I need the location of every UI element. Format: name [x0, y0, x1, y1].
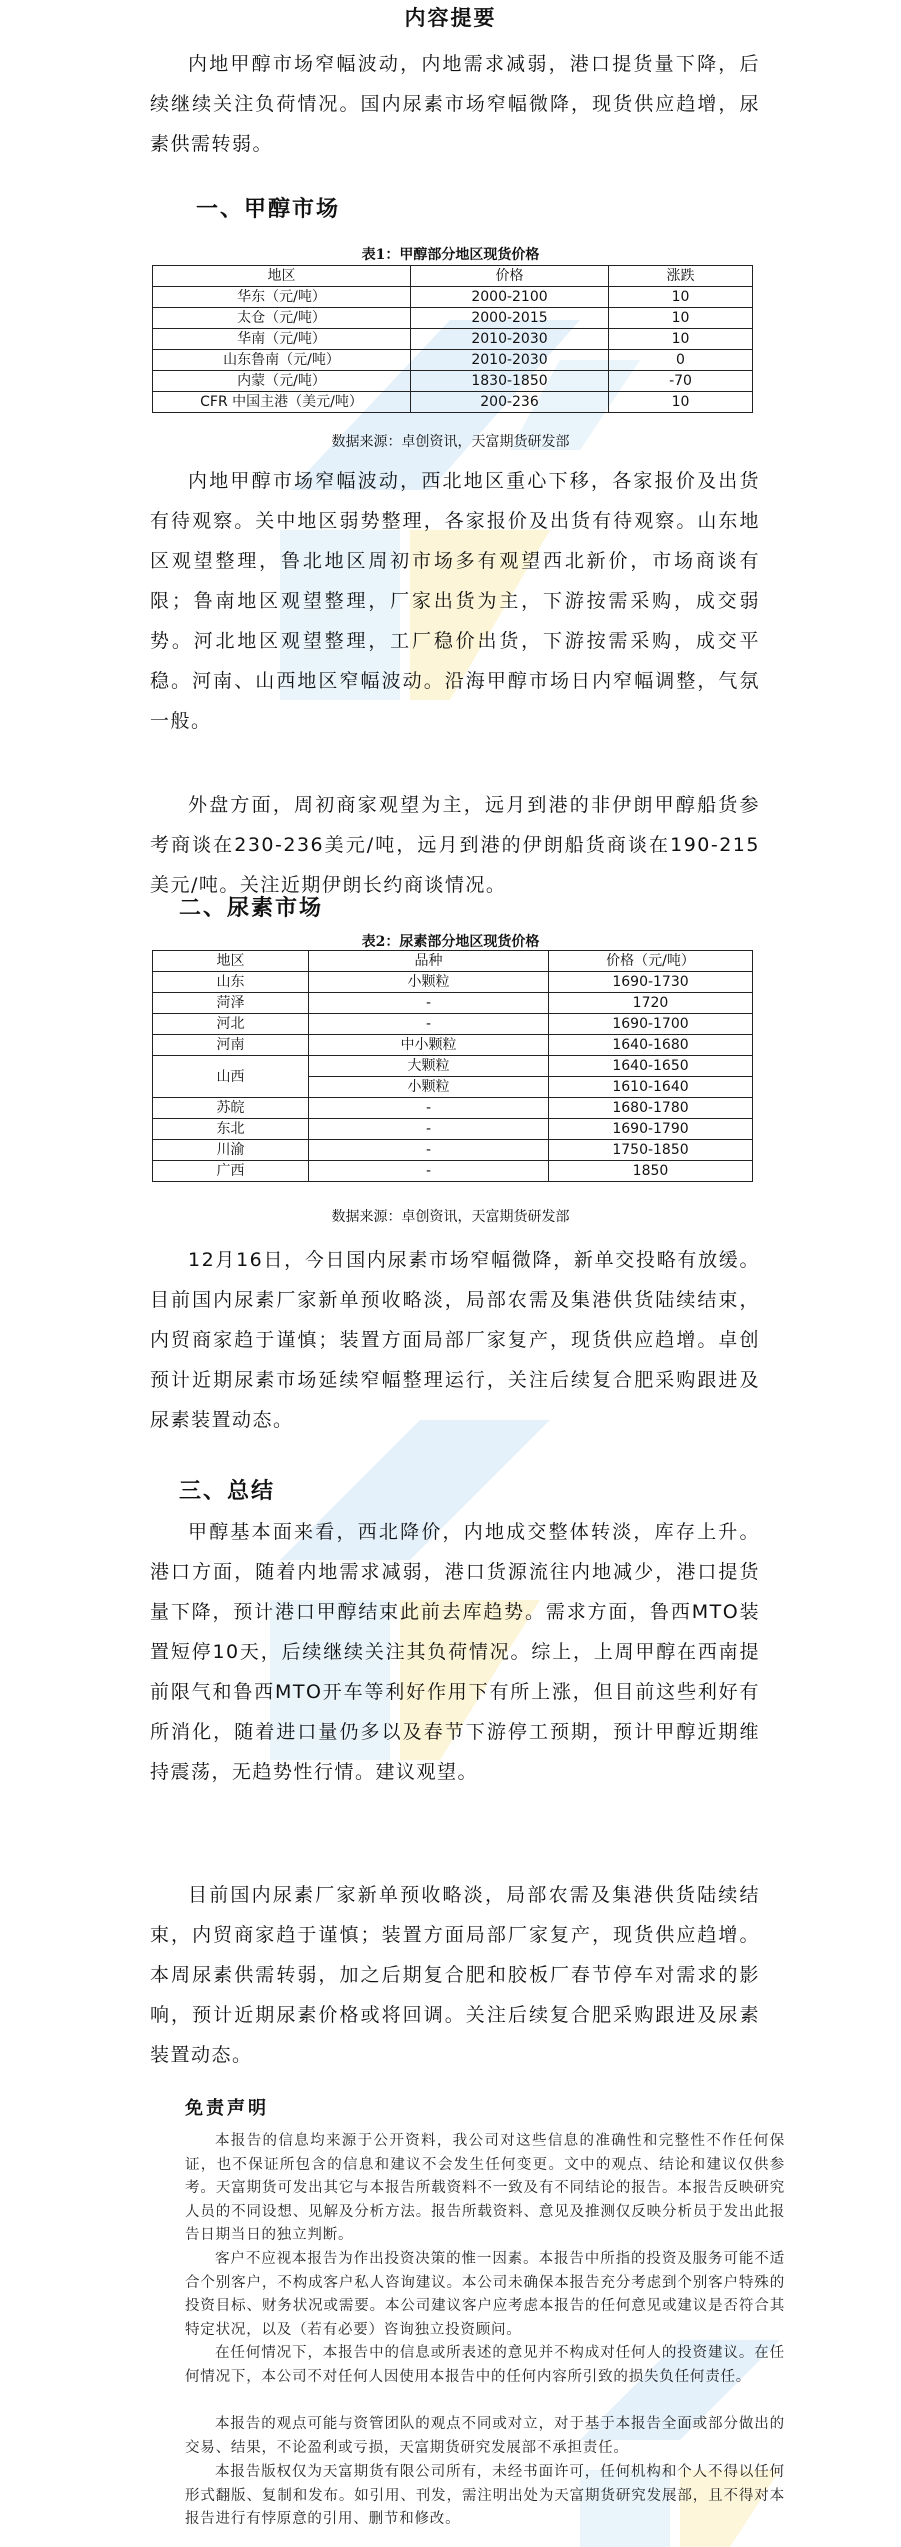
table-row [153, 1119, 753, 1140]
table-header-row [153, 266, 753, 287]
table-cell-region: 东北 [153, 1119, 309, 1140]
table-cell-product: 大颗粒 [309, 1056, 549, 1077]
conclusion-heading: 三、总结 [179, 1479, 276, 1504]
table-cell: 华东（元/吨） [153, 287, 411, 308]
conclusion-paragraph-2: 目前国内尿素厂家新单预收略淡，局部农需及集港供货陆续结束，内贸商家趋于谨慎；装置方面局部厂家复产，现货供应趋增。本周尿素供需转弱，加之后期复合肥和胶板厂春节停车对需求的影响，预计近期尿素价格或将回调。关注后续复合肥采购跟进及尿素装置动态。 [150, 1884, 760, 2066]
table-cell-product: - [309, 1161, 549, 1182]
table-row [153, 329, 753, 350]
table-cell-price: 1850 [549, 1161, 753, 1182]
table-row [153, 350, 753, 371]
table-cell: 2000-2100 [411, 287, 609, 308]
summary-paragraph: 内地甲醇市场窄幅波动，内地需求减弱，港口提货量下降，后续继续关注负荷情况。国内尿素市场窄幅微降，现货供应趋增，尿素供需转弱。 [150, 53, 760, 155]
table-cell-region: 川渝 [153, 1140, 309, 1161]
methanol-heading: 一、甲醇市场 [196, 197, 341, 222]
methanol-paragraph-1: 内地甲醇市场窄幅波动，西北地区重心下移，各家报价及出货有待观察。关中地区弱势整理，各家报价及出货有待观察。山东地区观望整理，鲁北地区周初市场多有观望西北新价，市场商谈有限；鲁南地区观望整理，厂家出货为主，下游按需采购，成交弱势。河北地区观望整理，工厂稳价出货，下游按需采购，成交平稳。河南、山西地区窄幅波动。沿海甲醇市场日内窄幅调整，气氛一般。 [150, 470, 760, 732]
table-cell: 太仓（元/吨） [153, 308, 411, 329]
table-header-cell: 地区 [153, 266, 411, 287]
table-cell-price: 1690-1790 [549, 1119, 753, 1140]
table-cell-region: 广西 [153, 1161, 309, 1182]
table-cell-product: - [309, 1119, 549, 1140]
table-cell-product: - [309, 1014, 549, 1035]
disclaimer-paragraph-5: 本报告版权仅为天富期货有限公司所有，未经书面许可，任何机构和个人不得以任何形式翻版、复制和发布。如引用、刊发，需注明出处为天富期货研究发展部，且不得对本报告进行有悖原意的引用、删节和修改。 [185, 2464, 785, 2527]
table-row [153, 972, 753, 993]
urea-heading: 二、尿素市场 [179, 896, 324, 921]
methanol-price-table [152, 265, 753, 413]
table-row [153, 1161, 753, 1182]
table-cell: 2010-2030 [411, 329, 609, 350]
table-row [153, 1098, 753, 1119]
table-cell: CFR 中国主港（美元/吨） [153, 392, 411, 413]
table-header-cell: 价格 [411, 266, 609, 287]
table-cell: -70 [609, 371, 753, 392]
table-row [153, 1056, 753, 1077]
urea-price-table [152, 950, 753, 1182]
table-cell-product: - [309, 1140, 549, 1161]
table-cell-product: - [309, 993, 549, 1014]
urea-table-source: 数据来源：卓创资讯，天富期货研发部 [331, 1209, 570, 1225]
table-cell-region: 山西 [153, 1056, 309, 1098]
urea-paragraph-1: 12月16日，今日国内尿素市场窄幅微降，新单交投略有放缓。目前国内尿素厂家新单预收略淡，局部农需及集港供货陆续结束，内贸商家趋于谨慎；装置方面局部厂家复产，现货供应趋增。卓创预计近期尿素市场延续窄幅整理运行，关注后续复合肥采购跟进及尿素装置动态。 [150, 1249, 760, 1431]
table-cell-product: 中小颗粒 [309, 1035, 549, 1056]
table-row [153, 308, 753, 329]
table-cell-product: - [309, 1098, 549, 1119]
table-cell: 华南（元/吨） [153, 329, 411, 350]
table-cell: 2010-2030 [411, 350, 609, 371]
table-cell: 10 [609, 287, 753, 308]
table-cell-price: 1640-1680 [549, 1035, 753, 1056]
table-cell: 0 [609, 350, 753, 371]
methanol-paragraph-2: 外盘方面，周初商家观望为主，远月到港的非伊朗甲醇船货参考商谈在230-236美元/吨，远月到港的伊朗船货商谈在190-215美元/吨。关注近期伊朗长约商谈情况。 [150, 794, 760, 896]
table-cell-price: 1690-1730 [549, 972, 753, 993]
table-cell-region: 山东 [153, 972, 309, 993]
table-row [153, 371, 753, 392]
urea-table-caption: 表2：尿素部分地区现货价格 [361, 934, 540, 950]
table-cell-region: 河南 [153, 1035, 309, 1056]
table-header-row [153, 951, 753, 972]
disclaimer-title: 免责声明 [185, 2098, 269, 2119]
disclaimer-paragraph-3: 在任何情况下，本报告中的信息或所表述的意见并不构成对任何人的投资建议。在任何情况下，本公司不对任何人因使用本报告中的任何内容所引致的损失负任何责任。 [185, 2345, 785, 2385]
summary-title: 内容提要 [404, 6, 497, 30]
table-row [153, 392, 753, 413]
table-cell-price: 1750-1850 [549, 1140, 753, 1161]
table-cell-price: 1610-1640 [549, 1077, 753, 1098]
methanol-table-source: 数据来源：卓创资讯，天富期货研发部 [331, 434, 570, 450]
table-cell-product: 小颗粒 [309, 972, 549, 993]
table-cell: 10 [609, 308, 753, 329]
table-cell-region: 苏皖 [153, 1098, 309, 1119]
table-cell: 内蒙（元/吨） [153, 371, 411, 392]
conclusion-paragraph-1: 甲醇基本面来看，西北降价，内地成交整体转淡，库存上升。港口方面，随着内地需求减弱，港口货源流往内地减少，港口提货量下降，预计港口甲醇结束此前去库趋势。需求方面，鲁西MTO装置短停10天，后续继续关注其负荷情况。综上，上周甲醇在西南提前限气和鲁西MTO开车等利好作用下有所上涨，但目前这些利好有所消化，随着进口量仍多以及春节下游停工预期，预计甲醇近期维持震荡，无趋势性行情。建议观望。 [150, 1521, 760, 1783]
methanol-table-caption: 表1：甲醇部分地区现货价格 [361, 247, 540, 263]
table-header-cell: 价格（元/吨） [549, 951, 753, 972]
table-row [153, 993, 753, 1014]
table-cell-price: 1720 [549, 993, 753, 1014]
table-row [153, 287, 753, 308]
table-cell: 10 [609, 329, 753, 350]
disclaimer-paragraph-4: 本报告的观点可能与资管团队的观点不同或对立，对于基于本报告全面或部分做出的交易、结果，不论盈利或亏损，天富期货研究发展部不承担责任。 [185, 2416, 785, 2456]
table-cell-region: 河北 [153, 1014, 309, 1035]
table-cell-price: 1640-1650 [549, 1056, 753, 1077]
table-header-cell: 地区 [153, 951, 309, 972]
table-row [153, 1014, 753, 1035]
table-cell-product: 小颗粒 [309, 1077, 549, 1098]
table-cell-region: 菏泽 [153, 993, 309, 1014]
table-cell: 2000-2015 [411, 308, 609, 329]
table-cell: 10 [609, 392, 753, 413]
table-cell-price: 1690-1700 [549, 1014, 753, 1035]
disclaimer-paragraph-1: 本报告的信息均来源于公开资料，我公司对这些信息的准确性和完整性不作任何保证，也不保证所包含的信息和建议不会发生任何变更。文中的观点、结论和建议仅供参考。天富期货可发出其它与本报告所载资料不一致及有不同结论的报告。本报告反映研究人员的不同设想、见解及分析方法。报告所载资料、意见及推测仅反映分析员于发出此报告日期当日的独立判断。 [185, 2133, 785, 2243]
table-cell: 1830-1850 [411, 371, 609, 392]
table-header-cell: 涨跌 [609, 266, 753, 287]
table-cell-price: 1680-1780 [549, 1098, 753, 1119]
table-cell: 200-236 [411, 392, 609, 413]
table-row [153, 1035, 753, 1056]
table-cell: 山东鲁南（元/吨） [153, 350, 411, 371]
disclaimer-paragraph-2: 客户不应视本报告为作出投资决策的惟一因素。本报告中所指的投资及服务可能不适合个别客户，不构成客户私人咨询建议。本公司未确保本报告充分考虑到个别客户特殊的投资目标、财务状况或需要。本公司建议客户应考虑本报告的任何意见或建议是否符合其特定状况，以及（若有必要）咨询独立投资顾问。 [185, 2251, 785, 2338]
table-header-cell: 品种 [309, 951, 549, 972]
table-row [153, 1140, 753, 1161]
